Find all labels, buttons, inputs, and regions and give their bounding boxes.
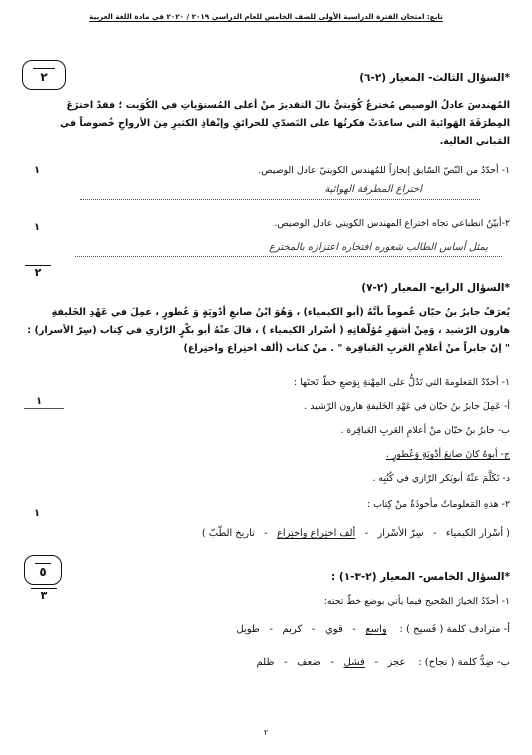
q5-row-b-option-1: عجز	[387, 657, 406, 668]
q4-score-value: ٢	[34, 266, 42, 279]
q4-paragraph: يُعرَفُ جابرُ بنُ حيّان عُموماً بأنَّهُ (أبو الكيمياء) ، وَهُوَ ابْنُ صانعِ أدْويَةٍ وَ عُطورٍ ، عمِلَ في عَهْدِ الخَليفةِ هارون الرّشيد ، وَمِنْ أشهَرِ مُؤلّفاتِهِ ( أسْرار الكيمياء ) ، قالَ عنْهُ أبو بكْرٍ الرّازي في كِتاب (سِرّ الأسرار) : " إنّ جابراً منْ أعلامِ العَربِ العَباقِرة " . منْ كتاب (ألف اختِراع واختِراع)	[27, 307, 510, 354]
exam-header: تابع: امتحان الفترة الدراسية الأولى للصف الخامس للعام الدراسي ٢٠١٩ / ٢٠٢٠ في مادة اللغة العربية	[89, 12, 443, 21]
q4-book-option-3: ألف اختِراع واختِراع	[277, 528, 356, 539]
q5-score-value: ٥	[39, 565, 47, 579]
q3-paragraph: المُهندسَ عادلُ الوصيص مُخترعٌ كُوَيتيٌّ نالَ التقديرَ منْ أعلى المُستوَياتِ في الكُوَيت ؛ فقدْ اخترَعَ المِطرَقَةَ الهَوائيةَ التي ساعدَتْ فكرتُها على التَصدّي للحرائقِ وإنْقاذِ الكثيرِ مِنَ الأرواحِ خُصوصاً في المَباني العالية.	[60, 100, 510, 147]
q3-score-value: ٢	[40, 70, 48, 84]
q5-row-a-option-4: طويل	[236, 624, 260, 635]
q3-q1-mark: ١	[34, 165, 41, 176]
page-number: ٢	[263, 728, 269, 737]
q4-book-option-1: أسْرار الكيمياء	[445, 528, 504, 539]
q4-option-a: أ- عَمِلَ جابرُ بنُ حيّان في عَهْدِ الخَليفةِ هارون الرّشيد .	[304, 401, 510, 412]
q3-question-1: ١- أحدّدُ من النّصّ السّابق إنجازاً للمُهندس الكويتيّ عادل الوصيص.	[258, 165, 510, 176]
q5-row-b-option-3: ضعف	[297, 657, 321, 668]
q3-answer-2-line	[75, 256, 502, 257]
q5-row-a: أ- مترادف كلمة ( فَسيح ) : واسع - قوي - كريم - طويل	[236, 624, 510, 635]
q5-row-a-option-1: واسع	[365, 624, 387, 635]
q5-question-1: ١- أحدّدُ الخيارَ الصّحيح فيما يأتي بوضع خطّ تحته:	[323, 596, 510, 607]
q4-score-fraction	[20, 265, 56, 279]
q4-option-c: ج- أبوهُ كانَ صانِعَ أدْويَةٍ وَعُطورٍ .	[385, 449, 510, 460]
q5-row-b: ب- ضِدُّ كلمة ( نجاح) : عجز - فشل - ضعف - ظلم	[256, 657, 510, 668]
q4-option-b: ب- جابرُ بنُ حيّان منْ أعلامِ العَربِ العَباقِرة .	[340, 425, 510, 436]
q4-title: *السؤال الرابع- المعيار (٢-٧)	[361, 282, 510, 294]
q5-row-b-option-2: فشل	[343, 657, 365, 668]
q3-answer-1-line	[80, 199, 480, 200]
q3-question-2: ٢-أبيّنُ انطباعي تجاه اختراع المهندس الكويتي عادل الوصيص.	[274, 218, 510, 229]
q4-book-options: ( أسْرار الكيمياء - سِرّ الأسْرار - ألف اختِراع واختِراع - تاريخ الطّبّ )	[201, 528, 510, 539]
q4-option-d: د- تَكَلَّمَ عنْهُ أبوبَكر الرّازي في كُتُبِه .	[372, 473, 510, 484]
q4-q1-mark: ١	[36, 396, 43, 407]
q3-score-box	[22, 60, 66, 90]
q5-row-a-label: أ- مترادف كلمة ( فَسيح ) :	[399, 624, 510, 635]
q5-row-a-option-2: قوي	[324, 624, 343, 635]
q4-book-option-2: سِرّ الأسْرار	[377, 528, 424, 539]
q4-q2-mark: ١	[34, 508, 41, 519]
q5-row-b-label: ب- ضِدُّ كلمة ( نجاح) :	[418, 657, 510, 668]
q3-q2-mark: ١	[34, 222, 41, 233]
q4-question-2: ٢- هذهِ المَعلوماتُ مأخوذَةٌ منْ كِتاب :	[366, 499, 510, 510]
q4-q1-mark-line	[24, 408, 64, 409]
q5-row-b-option-4: ظلم	[256, 657, 275, 668]
q5-sub-score: ٣	[26, 588, 62, 602]
q5-title: *السؤال الخامس- المعيار (٢-٣-١) :	[331, 571, 510, 583]
q3-answer-2: يمثل أساس الطالب شعوره افتخاره اعتزازه بالمخترع	[269, 242, 488, 253]
q4-book-option-4: تاريخ الطّبّ	[208, 528, 255, 539]
q3-title: *السؤال الثالث- المعيار (٢-٦)	[359, 72, 510, 84]
q4-question-1: ١- أحدّدُ المَعلومةَ التي تَدُلُّ على المِهْنةِ بِوَضعِ خطّ تَحتَها :	[293, 377, 510, 388]
q5-row-a-option-3: كريم	[282, 624, 303, 635]
q3-answer-1: اختراع المطرقة الهوائية	[324, 184, 422, 195]
q5-score-box	[24, 555, 62, 585]
